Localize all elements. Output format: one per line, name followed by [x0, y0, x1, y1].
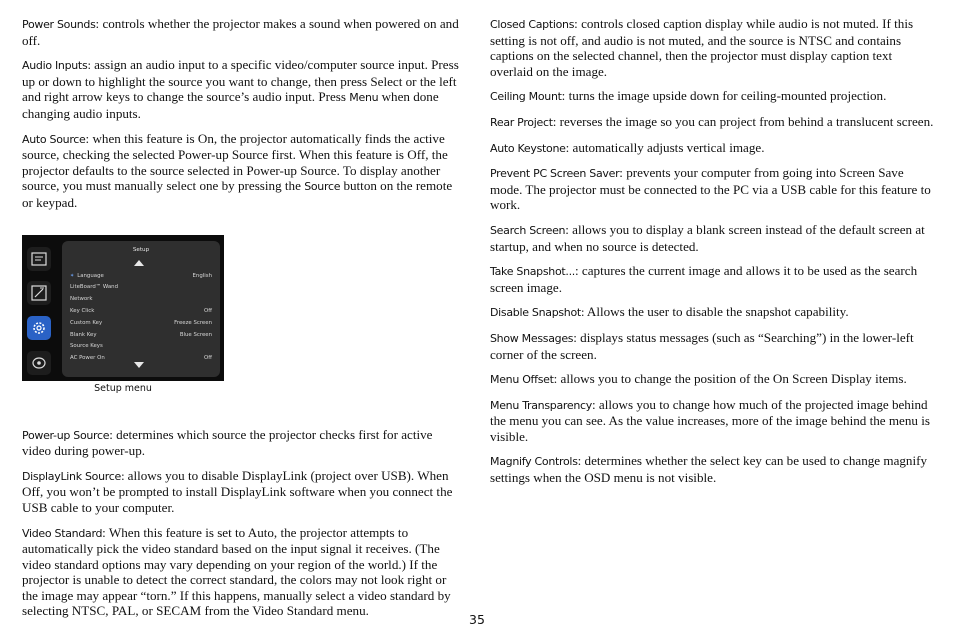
description: : captures the current image and allows it to be used as the search screen image.	[490, 263, 918, 295]
term: Prevent PC Screen Saver	[490, 167, 620, 181]
osd-row-language	[70, 271, 212, 283]
description: : turns the image upside down for ceiling-mounted projection.	[561, 88, 887, 104]
osd-row-value: English	[192, 272, 212, 279]
term: Search Screen	[490, 223, 566, 237]
osd-row-network	[70, 294, 212, 306]
description: : prevents your computer from going into Screen Save mode. The projector must be connected to the PC via a USB cable for this feature to work.	[490, 165, 931, 213]
osd-row-label: AC Power On	[70, 355, 105, 362]
description: : allows you to display a blank screen instead of the default screen at startup, and when no source is detected.	[490, 221, 925, 254]
entry-auto-source	[22, 131, 462, 211]
entry-auto-keystone	[490, 140, 936, 157]
entry-audio-inputs	[22, 57, 462, 121]
entry-displaylink-source	[22, 468, 462, 516]
term: Take Snapshot...	[490, 265, 575, 279]
entry-disable-snapshot	[490, 304, 936, 321]
entry-power-up-source	[22, 427, 462, 459]
description: : allows you to change the position of the On Screen Display items.	[553, 371, 907, 387]
term: Power Sounds	[22, 18, 96, 31]
description: : determines which source the projector checks first for active video during power-up.	[22, 426, 433, 459]
description: : displays status messages (such as “Searching”) in the lower-left corner of the screen.	[490, 329, 914, 362]
scroll-up-arrow-icon	[134, 260, 144, 266]
keyword-menu: Menu	[349, 91, 379, 105]
term: Rear Project	[490, 115, 553, 129]
entry-menu-offset	[490, 371, 936, 388]
entry-magnify-controls	[490, 453, 936, 485]
term: Disable Snapshot:	[490, 306, 585, 320]
entry-search-screen	[490, 222, 936, 254]
description: Allows the user to disable the snapshot capability.	[584, 304, 849, 320]
term: Magnify Controls	[490, 455, 578, 469]
term: DisplayLink Source:	[22, 469, 125, 483]
entry-prevent-pc-screen-saver	[490, 165, 936, 213]
description: : when this feature is On, the projector automatically finds the active source, checking the selected Power-up Source first. When this feature is Off, the projector defaults to the source selected in Power-up Source. To display another source, you must manually select one by pressing the	[22, 130, 448, 194]
osd-row-value: Off	[204, 307, 212, 314]
figure-caption: Setup menu	[94, 382, 152, 394]
entry-rear-project	[490, 114, 936, 131]
osd-row-value: Off	[204, 355, 212, 362]
term: Audio Inputs:	[22, 59, 91, 73]
info-eye-icon	[27, 351, 51, 375]
term: Show Messages	[490, 331, 574, 345]
left-lower-entries	[22, 427, 462, 620]
osd-row-label: Custom Key	[70, 319, 103, 326]
entry-ceiling-mount	[490, 88, 936, 105]
description: when done changing audio inputs.	[22, 89, 439, 121]
term: Closed Captions	[490, 18, 575, 31]
description: : determines whether the select key can be used to change magnify settings when the OSD menu is not visible.	[490, 453, 928, 486]
entry-closed-captions	[490, 16, 936, 79]
entry-show-messages	[490, 330, 936, 362]
description: : reverses the image so you can project from behind a translucent screen.	[552, 113, 934, 129]
settings-sliders-icon	[27, 281, 51, 305]
entry-take-snapshot	[490, 263, 936, 295]
osd-screenshot	[22, 235, 224, 381]
osd-row-value: Blue Screen	[179, 331, 212, 338]
osd-sidebar	[22, 241, 56, 377]
setup-menu-figure	[22, 235, 224, 394]
term: Menu Transparency	[490, 398, 592, 412]
description: button on the remote or keypad.	[22, 178, 453, 210]
entry-menu-transparency	[490, 397, 936, 445]
osd-row-label: Source Keys	[70, 343, 103, 350]
osd-row-blank-key	[70, 330, 212, 342]
osd-row-liteboard	[70, 282, 212, 294]
term: Auto Keystone	[490, 141, 566, 155]
entry-power-sounds	[22, 16, 462, 48]
osd-row-label: Language	[77, 272, 104, 279]
page-number: 35	[469, 612, 485, 627]
osd-row-custom-key	[70, 318, 212, 330]
term: Power-up Source	[22, 428, 110, 442]
description: assign an audio input to a specific video/computer source input. Press up or down to highlight the source you want to change, then press Select or the left and right arrow keys to change the source’s audio input. Press	[22, 57, 459, 105]
osd-row-label: Key Click	[70, 307, 95, 314]
term: Video Standard	[22, 526, 103, 540]
osd-title: Setup	[132, 246, 150, 253]
osd-row-label: Blank Key	[70, 331, 97, 338]
term: Menu Offset	[490, 373, 554, 387]
selected-star-icon: ✶	[70, 272, 75, 279]
keyword-source: Source	[304, 180, 341, 194]
description: : controls closed caption display while audio is not muted. If this setting is not off, and audio is not muted, and the source is NTSC and contains captions on the selected channel, then the projector must display caption text overlaid on the image.	[490, 16, 914, 79]
description: : allows you to change how much of the projected image behind the menu you can see. As the value increases, more of the image behind the menu is visible.	[490, 396, 930, 444]
entry-video-standard	[22, 525, 462, 620]
description: : controls whether the projector makes a sound when powered on and off.	[22, 16, 459, 48]
osd-row-key-click	[70, 306, 212, 318]
setup-gear-icon	[27, 316, 51, 340]
description: allows you to disable DisplayLink (project over USB). When Off, you won’t be prompted to install DisplayLink software when you connect the USB cable to your computer.	[22, 467, 453, 515]
osd-row-label: LiteBoard™ Wand	[70, 284, 119, 291]
term: Ceiling Mount	[490, 90, 562, 104]
right-column	[490, 16, 936, 495]
description: : automatically adjusts vertical image.	[565, 139, 765, 155]
osd-row-source-keys	[70, 341, 212, 353]
osd-row-value: Freeze Screen	[174, 319, 212, 326]
term: Auto Source	[22, 132, 86, 146]
description: : When this feature is set to Auto, the projector attempts to automatically pick the video standard based on the input signal it receives. (The video standard options may vary depending on your region of the world.) If the projector is unable to detect the correct standard, the colors may not look right or the image may appear “torn.” If this happens, manually select a video standard by selecting NTSC, PAL, or SECAM from the Video Standard menu.	[22, 524, 451, 619]
scroll-down-arrow-icon	[134, 362, 144, 368]
picture-menu-icon	[27, 247, 51, 271]
osd-row-label: Network	[70, 296, 93, 303]
left-column	[22, 16, 462, 628]
osd-rows	[70, 271, 212, 365]
osd-setup-panel	[62, 241, 220, 377]
